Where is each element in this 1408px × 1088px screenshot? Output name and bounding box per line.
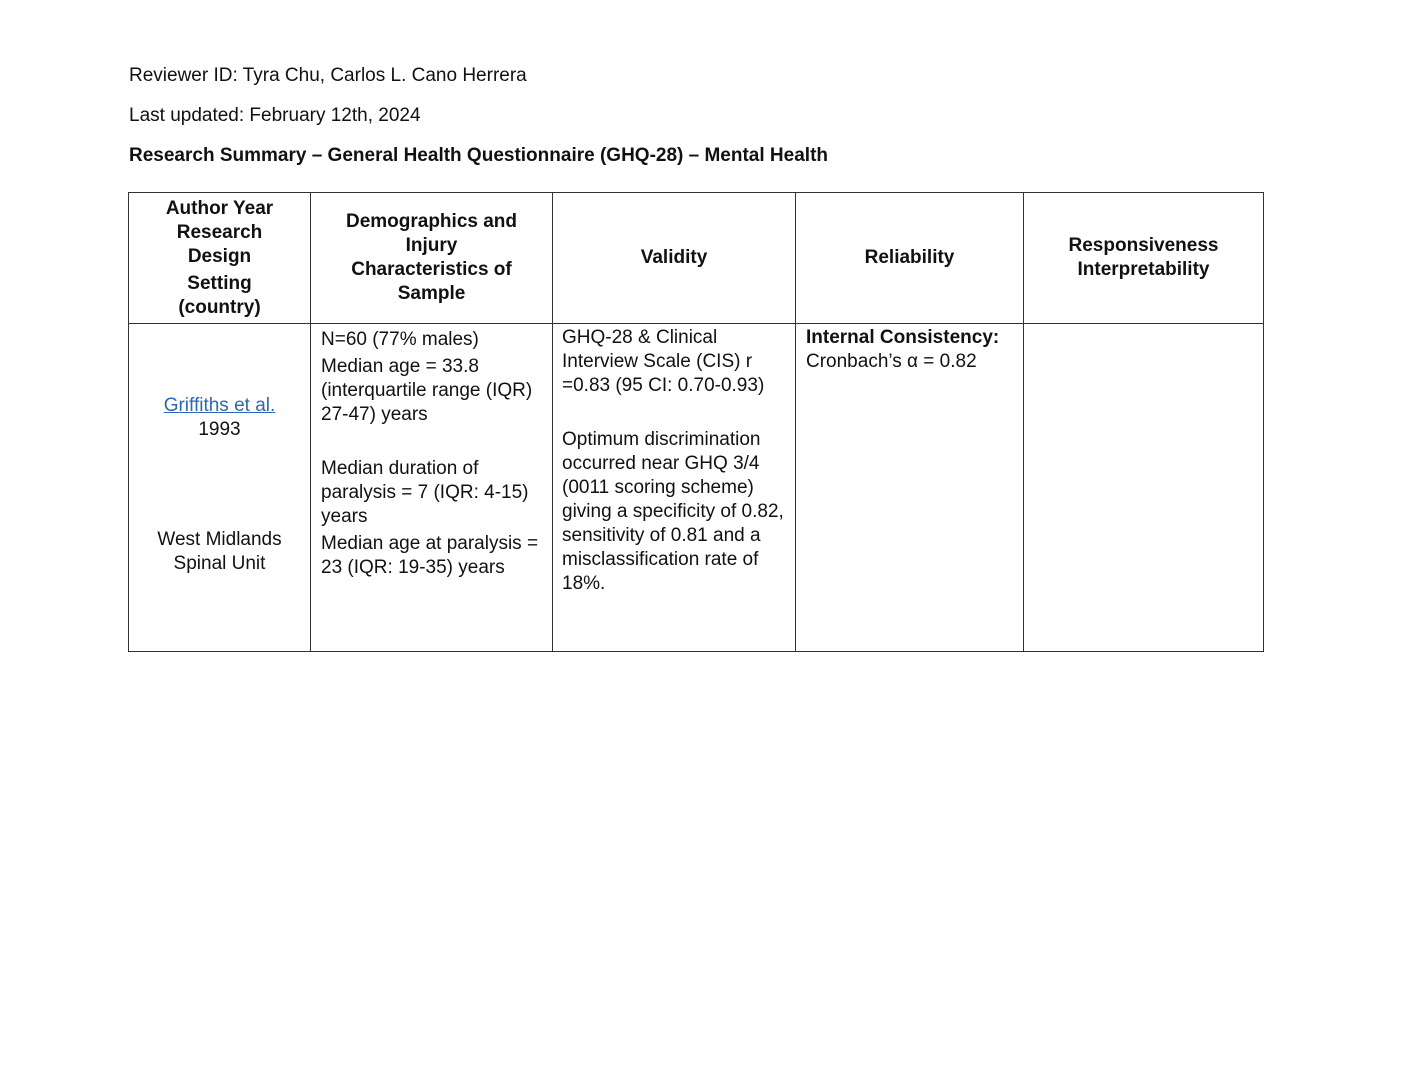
validity-correlation: GHQ-28 & Clinical Interview Scale (CIS) r =0.83 (95 CI: 0.70-0.93) (562, 327, 765, 396)
validity-discrimination: Optimum discrimination occurred near GHQ 3/4 (0011 scoring scheme) giving a specificity of 0.82, sensitivity of 0.81 and a misclassification rate of 18%. (562, 429, 784, 594)
cell-responsiveness (1024, 324, 1264, 652)
table-row (129, 324, 1264, 652)
header-author: Author Year Research Design Setting (country) (129, 193, 311, 324)
research-summary-table (128, 192, 1264, 652)
header-validity: Validity (553, 193, 796, 324)
reliability-value: Cronbach’s α = 0.82 (806, 351, 977, 372)
median-age: Median age = 33.8 (interquartile range (IQR) 27-47) years (321, 356, 533, 425)
cell-author (129, 324, 311, 652)
sample-size: N=60 (77% males) (321, 329, 479, 350)
cell-reliability (796, 324, 1024, 652)
header-responsiveness: Responsiveness Interpretability (1024, 193, 1264, 324)
median-age-paralysis: Median age at paralysis = 23 (IQR: 19-35) years (321, 533, 539, 578)
author-link[interactable]: Griffiths et al. (163, 395, 276, 416)
header-demographics: Demographics and Injury Characteristics of Sample (311, 193, 553, 324)
setting: West Midlands Spinal Unit (157, 529, 282, 574)
reliability-label: Internal Consistency: (806, 327, 1000, 348)
page-title: Research Summary – General Health Questionnaire (GHQ-28) – Mental Health (129, 145, 829, 166)
table-header-row (129, 193, 1264, 324)
reviewer-id: Reviewer ID: Tyra Chu, Carlos L. Cano Herrera (129, 65, 527, 86)
cell-validity (553, 324, 796, 652)
header-reliability: Reliability (796, 193, 1024, 324)
last-updated: Last updated: February 12th, 2024 (129, 105, 421, 126)
cell-demographics (311, 324, 553, 652)
median-duration: Median duration of paralysis = 7 (IQR: 4-15) years (321, 458, 529, 527)
author-year: 1993 (198, 419, 241, 440)
